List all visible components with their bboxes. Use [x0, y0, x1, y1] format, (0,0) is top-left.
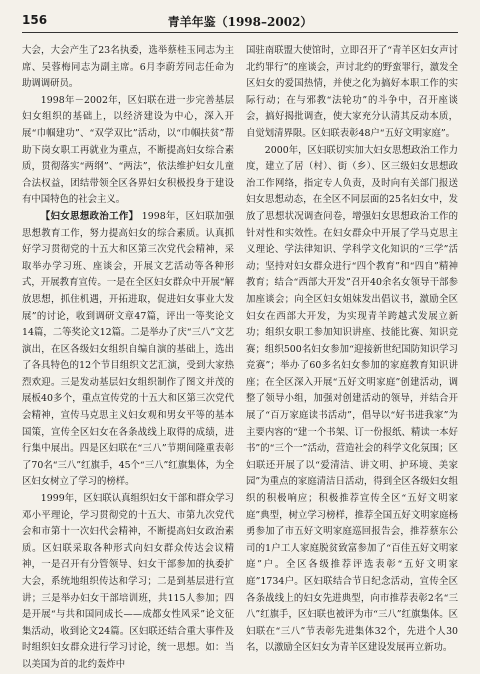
section-paragraph — [22, 209, 234, 491]
paragraph-continuation — [22, 43, 234, 93]
page-number: 156 — [22, 13, 48, 27]
paragraph-text: 1999年，区妇联认真组织妇女干部和群众学习邓小平理论，学习贯彻党的十五大、市第九次党代会和市第十一次妇代会精神，不断提高妇女政治素质。区妇联采取各种形式向妇女群众传达会议精神，一是召开有分管领导、妇女干部参加的执委扩大会，系统地组织传达和学习；二是到基层进行宣讲；三是举办妇女干部培训班，共115人参加；四是开展“与共和国同成长——成都女性风采”论文征集活动，收到论文24篇。区妇联还结合重大事件及时组织妇女群众进行学习讨论，统一思想。如：当以美国为首的北约轰炸中 — [22, 493, 234, 670]
paragraph-text: 2000年，区妇联切实加大妇女思想政治工作力度，建立了居（村）、街（乡）、区三级妇女思想政治工作网络，指定专人负责，及时向有关部门报送妇女思想动态，在全区不同层面的25名妇女中，发放了思想状况调查问卷，增强妇女思想政治工作的针对性和实效性。在妇女群众中开展了学马克思主义理论、学法律知识、学科学文化知识的“三学”活动；坚持对妇女群众进行“四个教育”和“四自”精神教育；结合“西部大开发”召开40余名女领导干部参加座谈会；向全区妇女姐妹发出倡议书，激励全区妇女在西部大开发，为实现青羊跨越式发展立新功；组织女职工参加知识讲座、技能比赛、知识竞赛；组织500名妇女参加“迎接新世纪国防知识学习竞赛”；举办了60多名妇女参加的家庭教育知识讲座；在全区深入开展“五好文明家庭”创建活动，调整了领导小组，加强对创建活动的领导，并结合开展了“百万家庭读书活动”，倡导以“好书进我家”为主要内容的“建一个书架、订一份报纸、精读一本好书”的“三个一”活动，营造社会的科学文化氛围；区妇联还开展了以“爱清洁、讲文明、护环境、美家园”为重点的家庭清洁日活动，得到全区各级妇女组织的积极响应；积极推荐宣传全区“五好文明家庭”典型，树立学习榜样，推荐全国五好文明家庭杨勇参加了市五好文明家庭巡回报告会，推荐蔡东公司的1户工人家庭脱贫致富参加了“百佳五好文明家庭”户。全区各级推荐评选表彰“五好文明家庭”1734户。区妇联结合节日纪念活动，宣传全区各条战线上的妇女先进典型，向市推荐表彰2名“三八”红旗手，区妇联也被评为市“三八”红旗集体。区妇联在“三八”节表彰先进集体32个，先进个人30名，以激励全区妇女为青羊区建设发展再立新功。 — [246, 144, 458, 654]
running-title: 青羊年鉴（1998–2002） — [167, 15, 313, 29]
page-header — [22, 10, 458, 33]
paragraph-text: 1998年，区妇联加强思想教育工作，努力提高妇女的综合素质。认真抓好学习贯彻党的十五大和区第三次党代会精神，采取举办学习班、座谈会，开展文艺活动等各种形式，开展教育宣传。一是在全区妇女群众中开展“解放思想，抓住机遇，开拓进取，促进妇女事业大发展”的讨论，收到调研文章47篇，评出一等奖论文14篇，二等奖论文12篇。二是举办了庆“三八”文艺演出，在区各级妇女组织自编自演的基础上，选出了各具特色的12个节目组织文艺汇演，受到大家热烈欢迎。三是发动基层妇女组织制作了图文并茂的展板40多个，重点宣传党的十五大和区第三次党代会精神，宣传马克思主义妇女观和男女平等的基本国策，宣传全区妇女在各条战线上取得的成绩，进行集中展出。四是区妇联在“三八”节期间隆重表彰了70名“三八”红旗手，45个“三八”红旗集体，为全区妇女树立了学习的榜样。 — [22, 210, 234, 488]
two-column-body — [22, 43, 458, 674]
paragraph — [246, 143, 458, 657]
right-column — [246, 43, 458, 674]
paragraph-text: 国驻南联盟大使馆时，立即召开了“青羊区妇女声讨北约罪行”的座谈会，声讨北约的野蛮罪行，激发全区妇女的爱国热情，并使之化为搞好本职工作的实际行动；在与邪教“法轮功”的斗争中，召开座谈会，搞好揭批调查，使大家充分认清其反动本质，自觉划清界限。区妇联表彰48户“五好文明家庭”。 — [246, 45, 458, 139]
paragraph-text: 1998年－2002年，区妇联在进一步完善基层妇女组织的基础上，以经济建设为中心，深入开展“巾帼建功”、“双学双比”活动，以“巾帼扶贫”帮助下岗女职工再就业为重点，不断提高妇女综合素质，贯彻落实“两纲”、“两法”，依法维护妇女儿童合法权益，团结带领全区各界妇女积极投身于建设有中国特色的社会主义。 — [22, 94, 234, 206]
section-title: 【妇女思想政治工作】 — [40, 210, 139, 222]
left-column — [22, 43, 234, 674]
paragraph-text: 大会，大会产生了23名执委，选举蔡桂玉同志为主席、吴蓉梅同志为副主席。6月李蔚芳同志任命为助调调研员。 — [22, 45, 234, 90]
paragraph — [22, 491, 234, 674]
paragraph-continuation — [246, 43, 458, 143]
paragraph — [22, 93, 234, 209]
